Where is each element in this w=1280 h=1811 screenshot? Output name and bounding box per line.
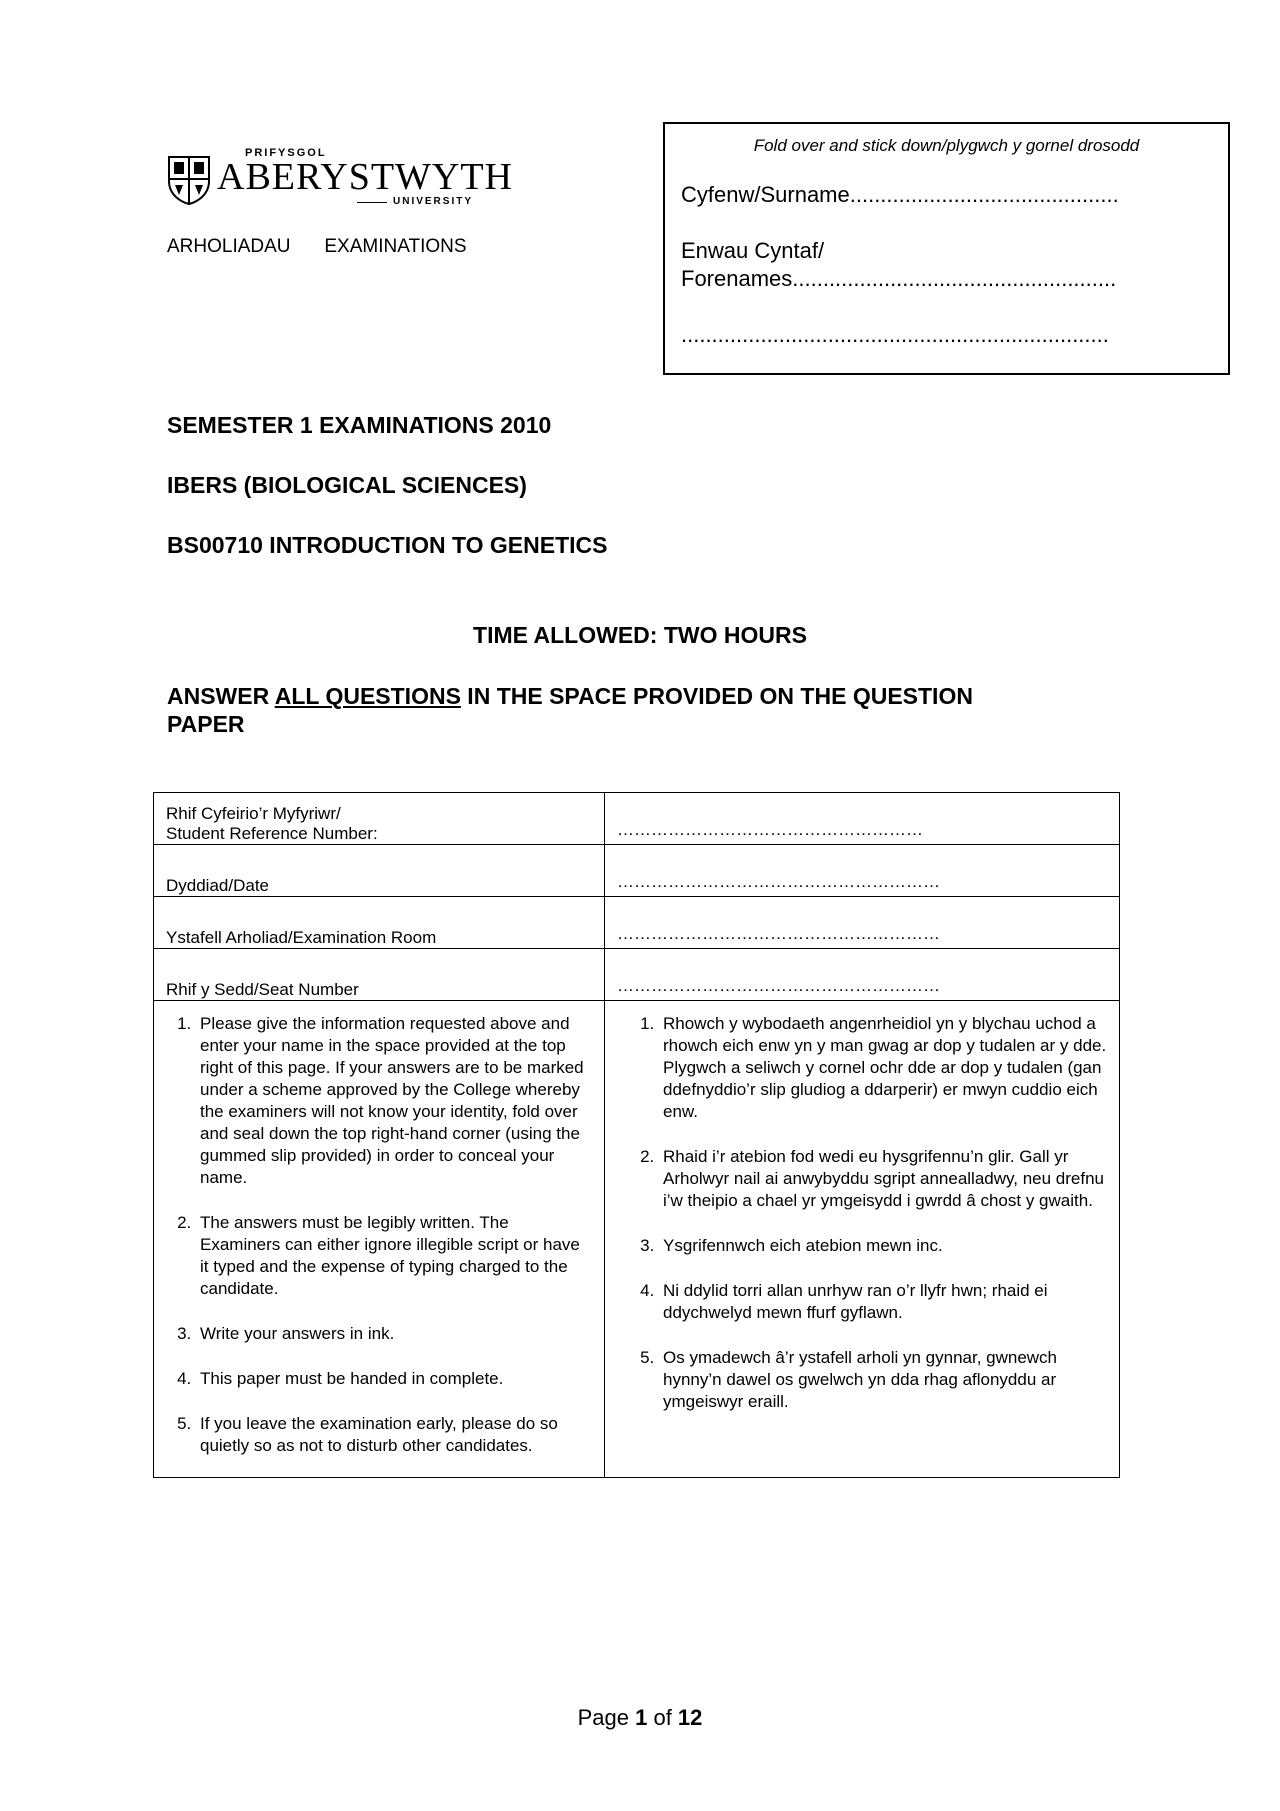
forenames-label: Enwau Cyntaf/ xyxy=(681,238,825,263)
details-label-line1: Rhif Cyfeirio’r Myfyriwr/ xyxy=(166,804,341,823)
examination-room-field[interactable]: ………………………………………………… xyxy=(605,897,1120,949)
list-item: 3. Write your answers in ink. xyxy=(196,1323,592,1345)
page-number xyxy=(0,1705,1280,1731)
table-row xyxy=(154,897,1120,949)
fold-note: Fold over and stick down/plygwch y gornel drosodd xyxy=(753,136,1140,155)
page-current: 1 xyxy=(635,1705,648,1730)
details-label: Dyddiad/Date xyxy=(154,845,605,897)
instructions-row xyxy=(154,1001,1120,1478)
logo-main-text: ABERYSTWYTH xyxy=(217,156,513,198)
examinations-label: ARHOLIADAU EXAMINATIONS xyxy=(167,236,467,257)
answer-post: IN THE SPACE PROVIDED ON THE QUESTION xyxy=(460,683,973,709)
answer-instruction xyxy=(167,683,973,710)
module-heading: BS00710 INTRODUCTION TO GENETICS xyxy=(167,532,608,558)
answer-instruction-line2: PAPER xyxy=(167,711,245,737)
answer-underlined: ALL QUESTIONS xyxy=(274,683,461,709)
crest-icon xyxy=(167,155,211,205)
page-word: Page xyxy=(577,1705,636,1730)
seat-number-field[interactable]: ………………………………………………… xyxy=(605,949,1120,1001)
list-item: 3. Ysgrifennwch eich atebion mewn inc. xyxy=(659,1235,1107,1257)
list-item: 4. Ni ddylid torri allan unrhyw ran o’r llyfr hwn; rhaid ei ddychwelyd mewn ffurf gyflawn. xyxy=(659,1280,1107,1324)
date-field[interactable]: ………………………………………………… xyxy=(605,845,1120,897)
list-item: 2. Rhaid i’r atebion fod wedi eu hysgrifennu’n glir. Gall yr Arholwyr nail ai anwybyddu sgript annealladwy, neu drefnu i’w theipio a chael yr ymgeisydd i gwrdd â chost y gwaith. xyxy=(659,1146,1107,1212)
logo-bottom-text: UNIVERSITY xyxy=(393,196,474,207)
list-item: 5. Os ymadewch â’r ystafell arholi yn gynnar, gwnewch hynny’n dawel os gwelwch yn dda rhag aflonyddu ar ymgeiswyr eraill. xyxy=(659,1347,1107,1413)
details-label: Rhif y Sedd/Seat Number xyxy=(154,949,605,1001)
page-total: 12 xyxy=(677,1705,703,1730)
logo-rule xyxy=(357,202,387,203)
table-row xyxy=(154,793,1120,845)
list-item: 1. Please give the information requested above and enter your name in the space provided at the top right of this page. If your answers are to be marked under a scheme approved by the College whereby the examiners will not know your identity, fold over and seal down the top right-hand corner (using the gummed slip provided) in order to conceal your name. xyxy=(196,1013,592,1189)
name-fold-box xyxy=(663,122,1230,375)
student-reference-field[interactable]: ……………………………………………… xyxy=(605,793,1120,845)
details-label-line2: Student Reference Number: xyxy=(166,824,378,843)
student-details-table xyxy=(153,792,1120,1478)
of-word: of xyxy=(647,1705,678,1730)
list-item: 4. This paper must be handed in complete. xyxy=(196,1368,592,1390)
instructions-english xyxy=(154,1001,605,1478)
time-allowed-heading: TIME ALLOWED: TWO HOURS xyxy=(473,622,807,648)
details-label: Ystafell Arholiad/Examination Room xyxy=(154,897,605,949)
department-heading: IBERS (BIOLOGICAL SCIENCES) xyxy=(167,472,527,498)
list-item: 5. If you leave the examination early, please do so quietly so as not to disturb other candidates. xyxy=(196,1413,592,1457)
forenames-field[interactable]: Forenames..................................................... xyxy=(681,266,1117,291)
details-label xyxy=(154,793,605,845)
forenames-extra-line[interactable]: ...................................................................... xyxy=(681,322,1109,347)
instructions-welsh xyxy=(605,1001,1120,1478)
university-logo xyxy=(167,145,513,215)
table-row xyxy=(154,845,1120,897)
list-item: 1. Rhowch y wybodaeth angenrheidiol yn y blychau uchod a rhowch eich enw yn y man gwag ar dop y tudalen ar y dde. Plygwch a seliwch y cornel ochr dde ar dop y tudalen (gan ddefnyddio’r slip gludiog a ddarperir) er mwyn cuddio eich enw. xyxy=(659,1013,1107,1123)
surname-field[interactable]: Cyfenw/Surname............................................ xyxy=(681,182,1119,207)
semester-heading: SEMESTER 1 EXAMINATIONS 2010 xyxy=(167,412,552,438)
list-item: 2. The answers must be legibly written. The Examiners can either ignore illegible script or have it typed and the expense of typing charged to the candidate. xyxy=(196,1212,592,1300)
table-row xyxy=(154,949,1120,1001)
answer-pre: ANSWER xyxy=(167,683,275,709)
logo-top-text: PRIFYSGOL xyxy=(245,147,327,159)
